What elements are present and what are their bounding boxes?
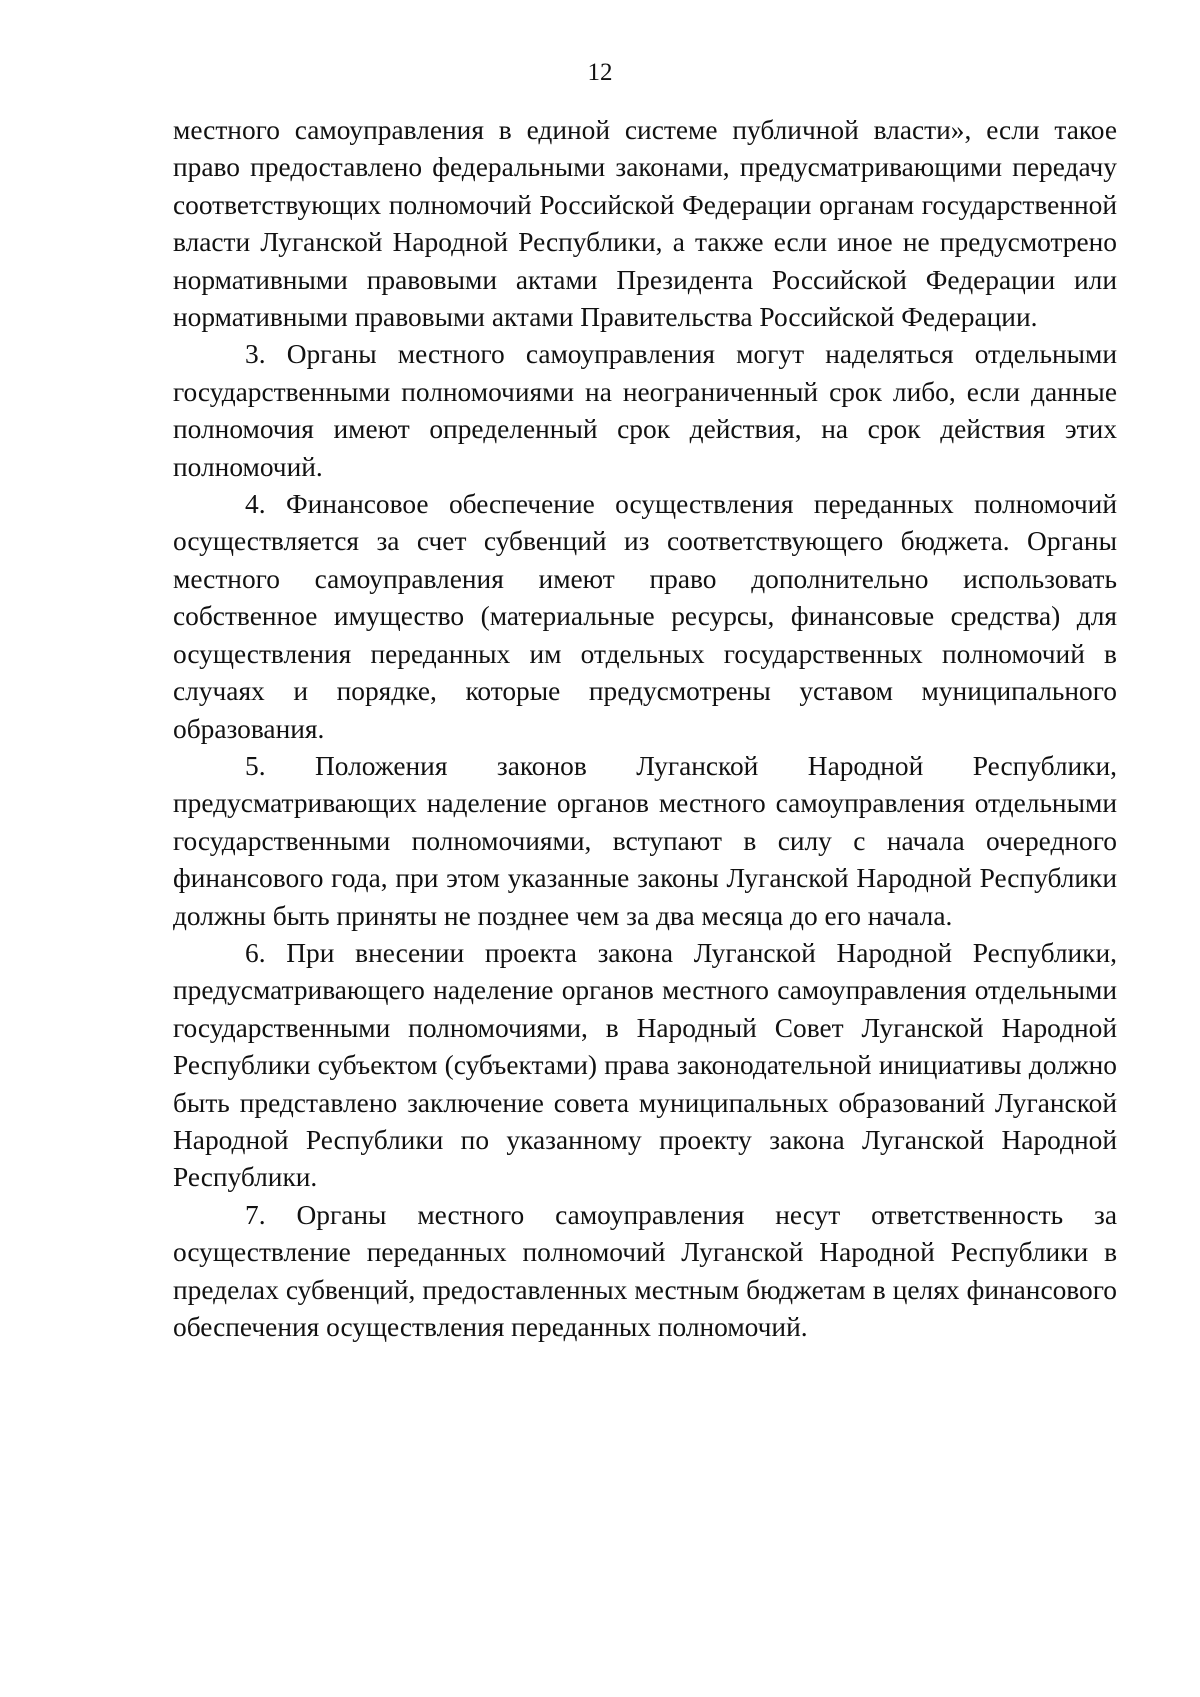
paragraph-item-3: 3. Органы местного самоуправления могут наделяться отдельными государственными полномочиями на неограниченный срок либо, если данные полномочия имеют определенный срок действия, на срок действия этих полномочий. [173,339,1117,482]
paragraph-item-6: 6. При внесении проекта закона Луганской Народной Республики, предусматривающего наделение органов местного самоуправления отдельными государственными полномочиями, в Народный Совет Луганской Народной Республики субъектом (субъектами) права законодательной инициативы должно быть представлено заключение совета муниципальных образований Луганской Народной Республики по указанному проекту закона Луганской Народной Республики. [173,937,1117,1193]
paragraph-item-7: 7. Органы местного самоуправления несут ответственность за осуществление переданных полномочий Луганской Народной Республики в пределах субвенций, предоставленных местным бюджетам в целях финансового обеспечения осуществления переданных полномочий. [173,1199,1117,1342]
paragraph-item-4: 4. Финансовое обеспечение осуществления переданных полномочий осуществляется за счет субвенций из соответствующего бюджета. Органы местного самоуправления имеют право дополнительно использовать собственное имущество (материальные ресурсы, финансовые средства) для осуществления переданных им отдельных государственных полномочий в случаях и порядке, которые предусмотрены уставом муниципального образования. [173,489,1117,744]
document-body [173,112,1117,1346]
page-number: 12 [587,59,613,86]
paragraph-item-5: 5. Положения законов Луганской Народной Республики, предусматривающих наделение органов местного самоуправления отдельными государственными полномочиями, вступают в силу с начала очередного финансового года, при этом указанные законы Луганской Народной Республики должны быть приняты не позднее чем за два месяца до его начала. [173,750,1117,931]
paragraph-continuation: местного самоуправления в единой системе публичной власти», если такое право предоставлено федеральными законами, предусматривающими передачу соответствующих полномочий Российской Федерации органам государственной власти Луганской Народной Республики, а также если иное не предусмотрено нормативными правовыми актами Президента Российской Федерации или нормативными правовыми актами Правительства Российской Федерации. [173,115,1117,333]
